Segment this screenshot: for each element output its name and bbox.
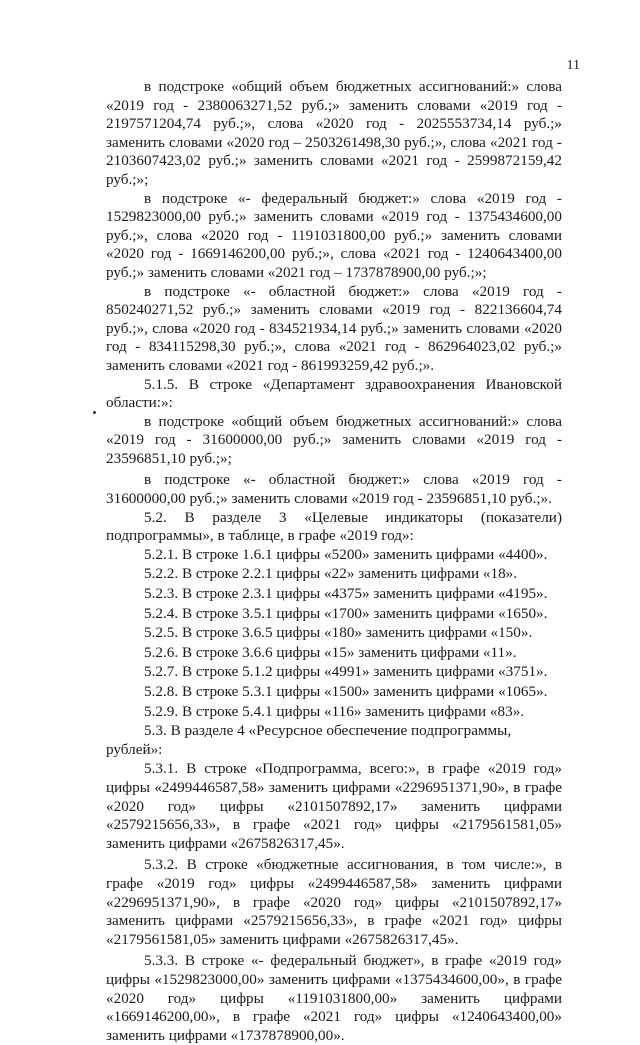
paragraph-health-regional: в подстроке «- областной бюджет:» слова «2019 год - 31600000,00 руб.;» заменить словами «2019 год - 23596851,10 руб.;». — [106, 471, 562, 508]
list-item: 5.2.7. В строке 5.1.2 цифры «4991» заменить цифрами «3751». — [144, 663, 548, 681]
indicator-list — [106, 546, 562, 760]
list-item: 5.2.1. В строке 1.6.1 цифры «5200» заменить цифрами «4400». — [144, 545, 548, 563]
paragraph-regional-budget: в подстроке «- областной бюджет:» слова «2019 год - 850240271,52 руб.;» заменить словами «2019 год - 822136604,74 руб.;», слова «2020 год - 834521934,14 руб.;» заменить словами «2020 год - 834115298,30 руб.;», слова «2021 год - 862964023,02 руб.;» заменить словами «2021 год - 861993259,42 руб.;». — [106, 282, 562, 374]
paragraph-5-3-2: 5.3.2. В строке «бюджетные ассигнования, в том числе:», в графе «2019 год» цифры «2499446587,58» заменить цифрами «2296951371,90», в графе «2020 год» цифры «2101507892,17» заменить цифрами «2579215656,33», в графе «2021 год» цифры «2179561581,05» заменить цифрами «2675826317,45». — [106, 856, 562, 948]
list-item: 5.2.4. В строке 3.5.1 цифры «1700» заменить цифрами «1650». — [144, 604, 548, 622]
paragraph-5-3-1: 5.3.1. В строке «Подпрограмма, всего:», в графе «2019 год» цифры «2499446587,58» заменить цифрами «2296951371,90», в графе «2020 год» цифры «2101507892,17» заменить цифрами «2579215656,33», в графе «2021 год» цифры «2179561581,05» заменить цифрами «2675826317,45». — [106, 760, 562, 852]
list-item: 5.2.8. В строке 5.3.1 цифры «1500» заменить цифрами «1065». — [144, 683, 548, 700]
list-item: 5.3. В разделе 4 «Ресурсное обеспечение подпрограммы, рублей»: — [106, 722, 512, 758]
paragraph-health-department: 5.1.5. В строке «Департамент здравоохранения Ивановской области:»: — [106, 375, 562, 412]
paragraph-federal-budget: в подстроке «- федеральный бюджет:» слова «2019 год - 1529823000,00 руб.;» заменить словами «2019 год - 1375434600,00 руб.;», слова «2020 год - 1191031800,00 руб.;» заменить словами «2020 год - 1669146200,00 руб.;», слова «2021 год - 1240643400,00 руб.;» заменить словами «2021 год – 1737878900,00 руб.;»; — [106, 189, 562, 281]
list-item: 5.2.5. В строке 3.6.5 цифры «180» заменить цифрами «150». — [144, 624, 533, 642]
paragraph-5-3-3: 5.3.3. В строке «- федеральный бюджет», в графе «2019 год» цифры «1529823000,00» заменить цифрами «1375434600,00», в графе «2020 год» цифры «1191031800,00» заменить цифрами «1669146200,00», в графе «2021 год» цифры «1240643400,00» заменить цифрами «1737878900,00». — [106, 952, 562, 1044]
paragraph-health-total: в подстроке «общий объем бюджетных ассигнований:» слова «2019 год - 31600000,00 руб.;» заменить словами «2019 год - 23596851,10 руб.;»; — [106, 412, 562, 467]
paragraph-section-3: 5.2. В разделе 3 «Целевые индикаторы (показатели) подпрограммы», в таблице, в графе «2019 год»: — [106, 508, 562, 545]
document-body — [106, 78, 562, 1045]
list-item: 5.2.6. В строке 3.6.6 цифры «15» заменить цифрами «11». — [144, 643, 517, 661]
paragraph-total-allocations: в подстроке «общий объем бюджетных ассигнований:» слова «2019 год - 2380063271,52 руб.;» заменить словами «2019 год - 2197571204,74 руб.;», слова «2020 год - 2025553734,14 руб.;» заменить словами «2020 год – 2503261498,30 руб.;», слова «2021 год - 2103607423,02 руб.;» заменить словами «2021 год - 2599872159,42 руб.;»; — [106, 78, 562, 188]
list-item: 5.2.2. В строке 2.2.1 цифры «22» заменить цифрами «18». — [144, 565, 518, 583]
scan-speck — [93, 411, 96, 414]
list-item: 5.2.9. В строке 5.4.1 цифры «116» заменить цифрами «83». — [144, 702, 525, 720]
list-item: 5.2.3. В строке 2.3.1 цифры «4375» заменить цифрами «4195». — [144, 585, 548, 603]
page-number: 11 — [566, 58, 580, 73]
